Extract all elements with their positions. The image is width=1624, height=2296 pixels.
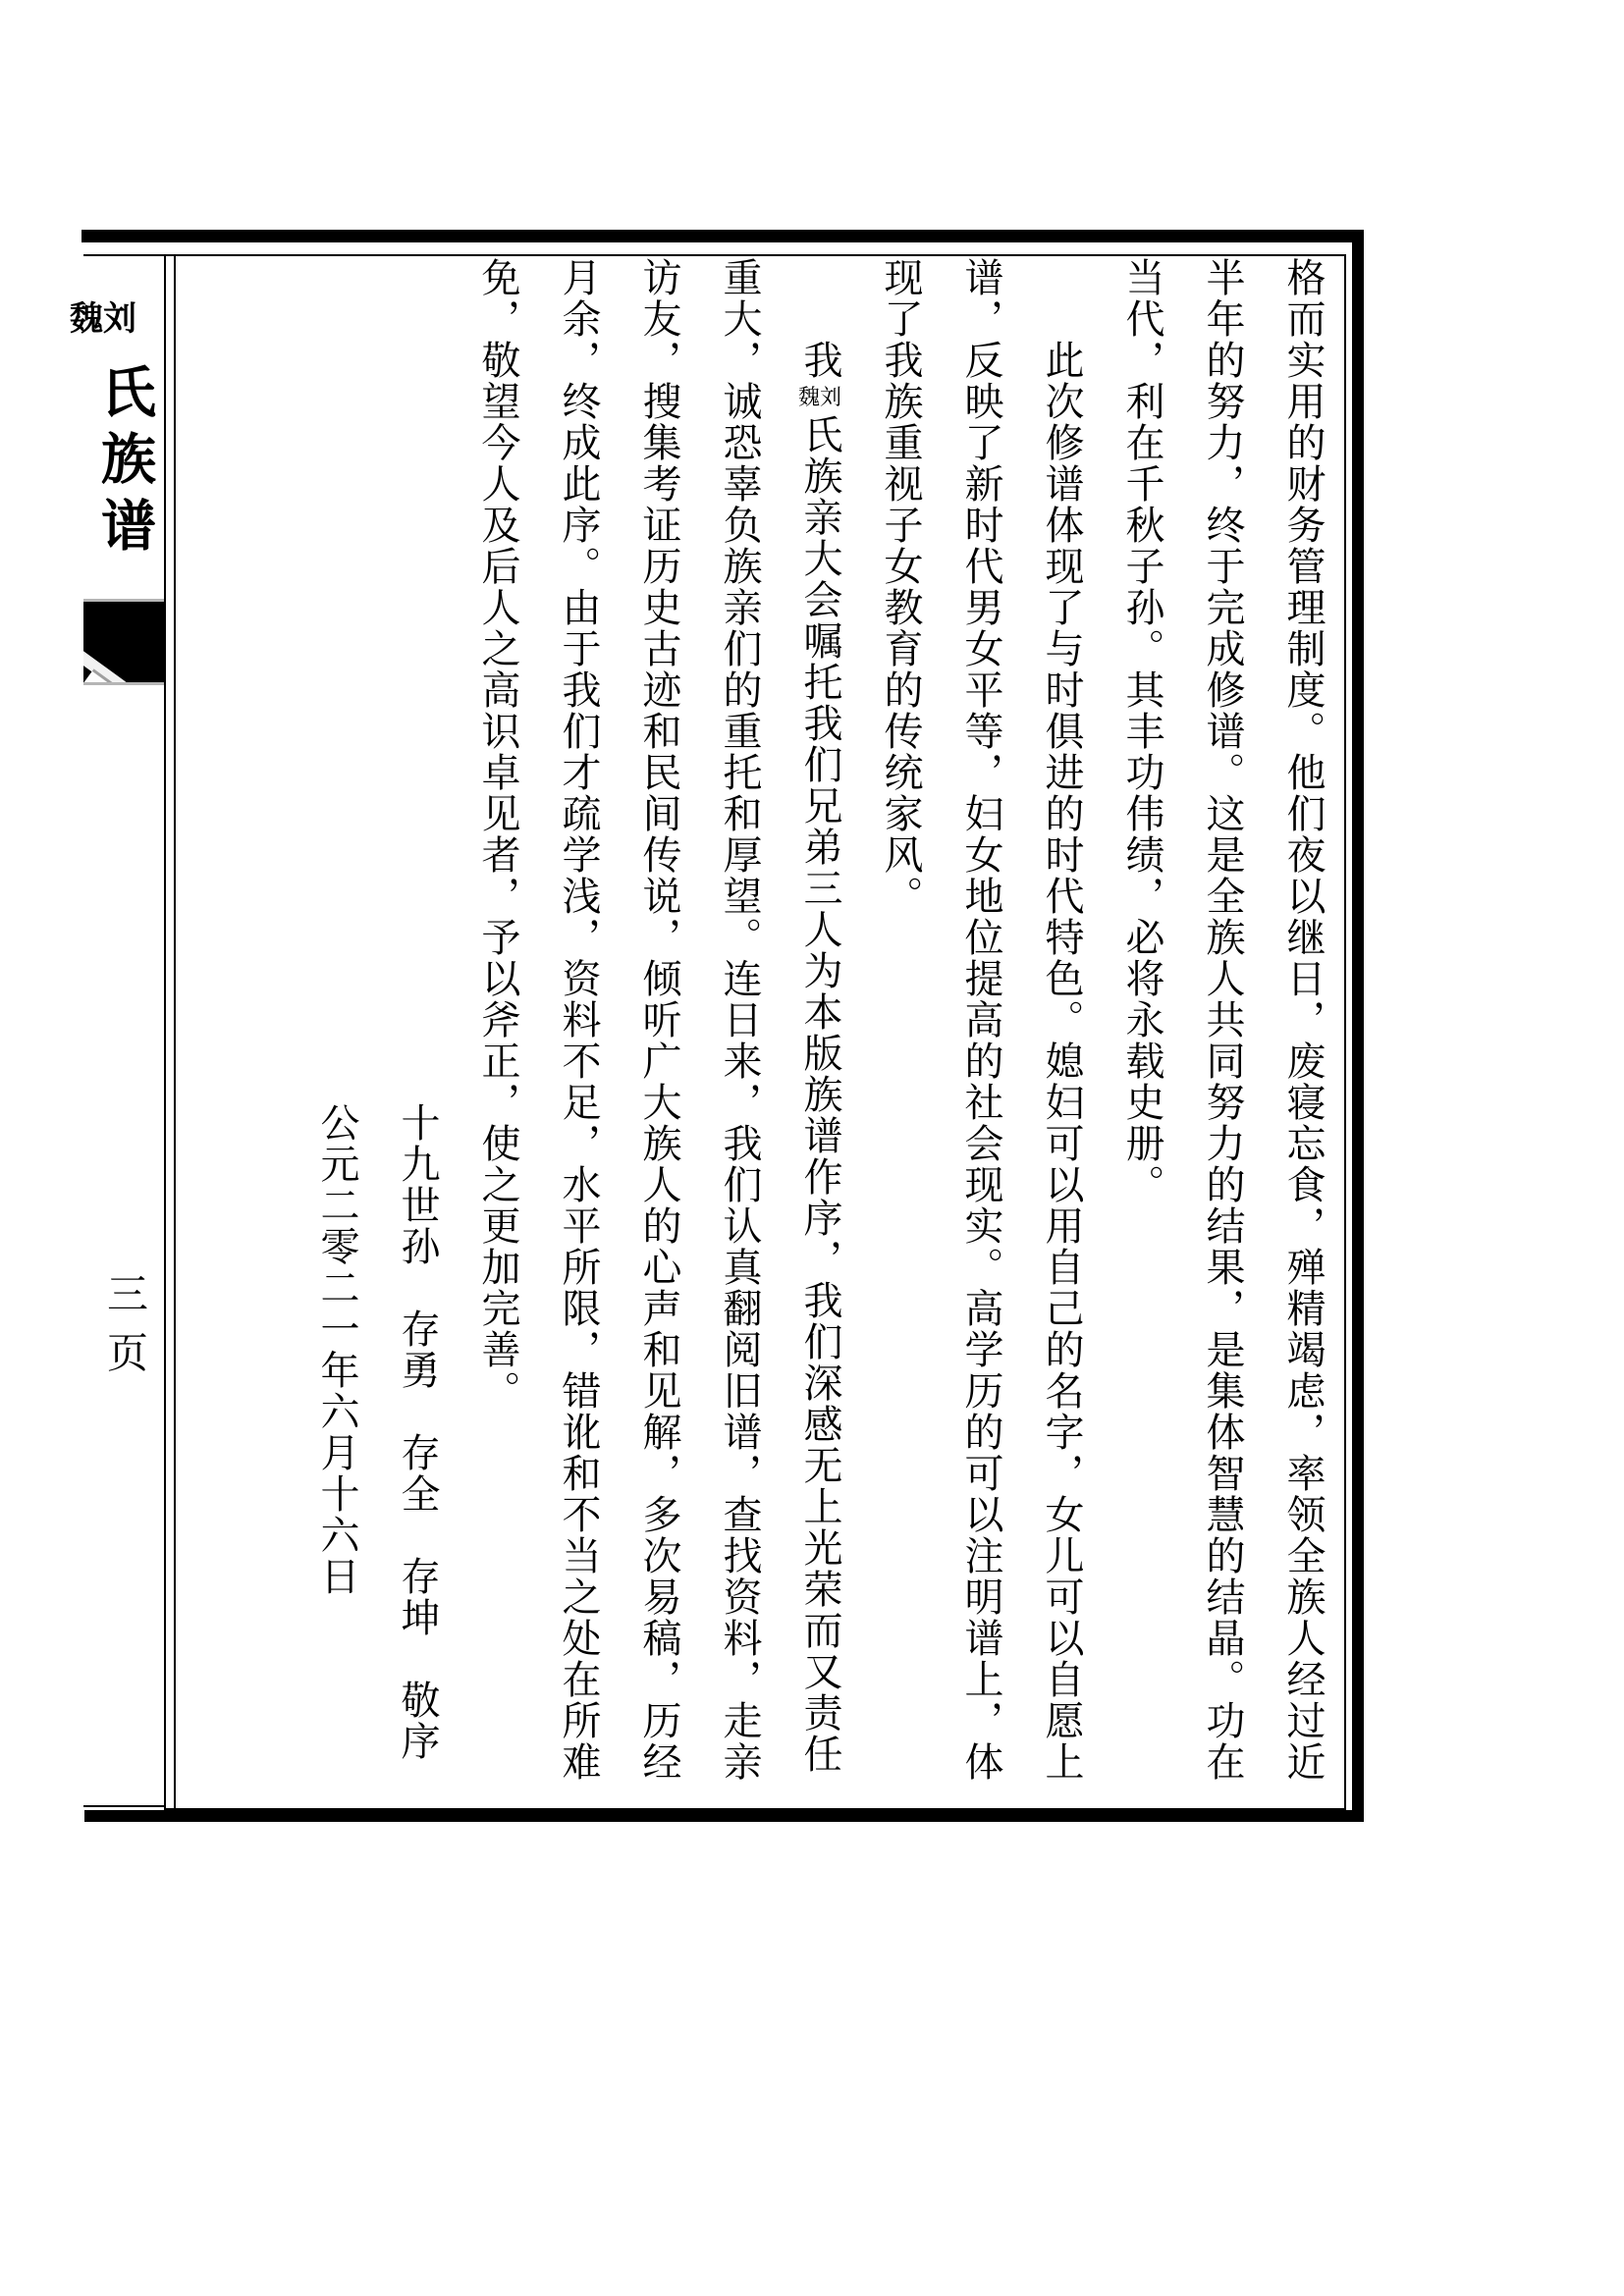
text-column-11 [458,257,538,1809]
text-segment: 现了我族重视子女教育的传统家风。 [879,257,923,917]
outer-frame-right-border [1352,230,1364,1822]
text-segment: 谱，反映了新时代男女平等，妇女地位提高的社会现实。高学历的可以注明谱上，体 [959,257,1003,1783]
diagonal-corner-decoration-icon [83,599,164,685]
text-segment: 氏族亲大会嘱托我们兄弟三人为本版族谱作序，我们深感无上光荣而又责任 [798,414,842,1775]
page-number: 三页 [101,1272,146,1390]
text-segment: 公元二零二一年六月十六日 [315,1102,359,1597]
text-column-13 [297,257,377,1809]
text-segment: 我 [798,340,842,381]
text-column-6 [860,257,941,1809]
book-title: 氏族谱 [93,363,154,563]
text-column-7 [780,257,860,1809]
main-text-body [278,257,1343,1809]
header-strip-top-line [83,254,164,256]
text-column-3 [1102,257,1182,1809]
header-divider-line [174,254,176,1810]
text-segment: 此次修谱体现了与时俱进的时代特色。媳妇可以用自己的名字，女儿可以自愿上 [1040,340,1084,1783]
text-segment: 十九世孙 存勇 存全 存坤 敬序 [396,1102,440,1762]
text-column-4 [1021,257,1102,1809]
text-segment: 半年的努力，终于完成修谱。这是全族人共同努力的结果，是集体智慧的结晶。功在 [1201,257,1245,1783]
text-column-10 [538,257,619,1809]
text-column-2 [1182,257,1263,1809]
text-segment: 格而实用的财务管理制度。他们夜以继日，废寝忘食，殚精竭虑，率领全族人经过近 [1281,257,1326,1783]
outer-frame-bottom-border [84,1810,1364,1822]
inline-surname-annotation: 魏刘 [797,385,841,409]
book-surname-pair: 魏刘 [70,301,136,338]
text-segment: 月余，终成此序。由于我们才疏学浅，资料不足，水平所限，错讹和不当之处在所难 [557,257,601,1783]
text-segment: 当代，利在千秋子孙。其丰功伟绩，必将永载史册。 [1120,257,1164,1205]
text-column-5 [941,257,1021,1809]
text-segment: 免，敬望今人及后人之高识卓见者，予以斧正，使之更加完善。 [476,257,520,1412]
outer-frame-top-border [81,230,1364,242]
text-column-1 [1263,257,1343,1809]
text-column-12 [377,257,458,1809]
text-segment: 访友，搜集考证历史古迹和民间传说，倾听广大族人的心声和见解，多次易稿，历经 [637,257,681,1783]
text-segment: 重大，诚恐辜负族亲们的重托和厚望。连日来，我们认真翻阅旧谱，查找资料，走亲 [718,257,762,1783]
header-strip-bottom-line [83,1805,164,1807]
text-column-8 [699,257,780,1809]
text-column-9 [619,257,699,1809]
